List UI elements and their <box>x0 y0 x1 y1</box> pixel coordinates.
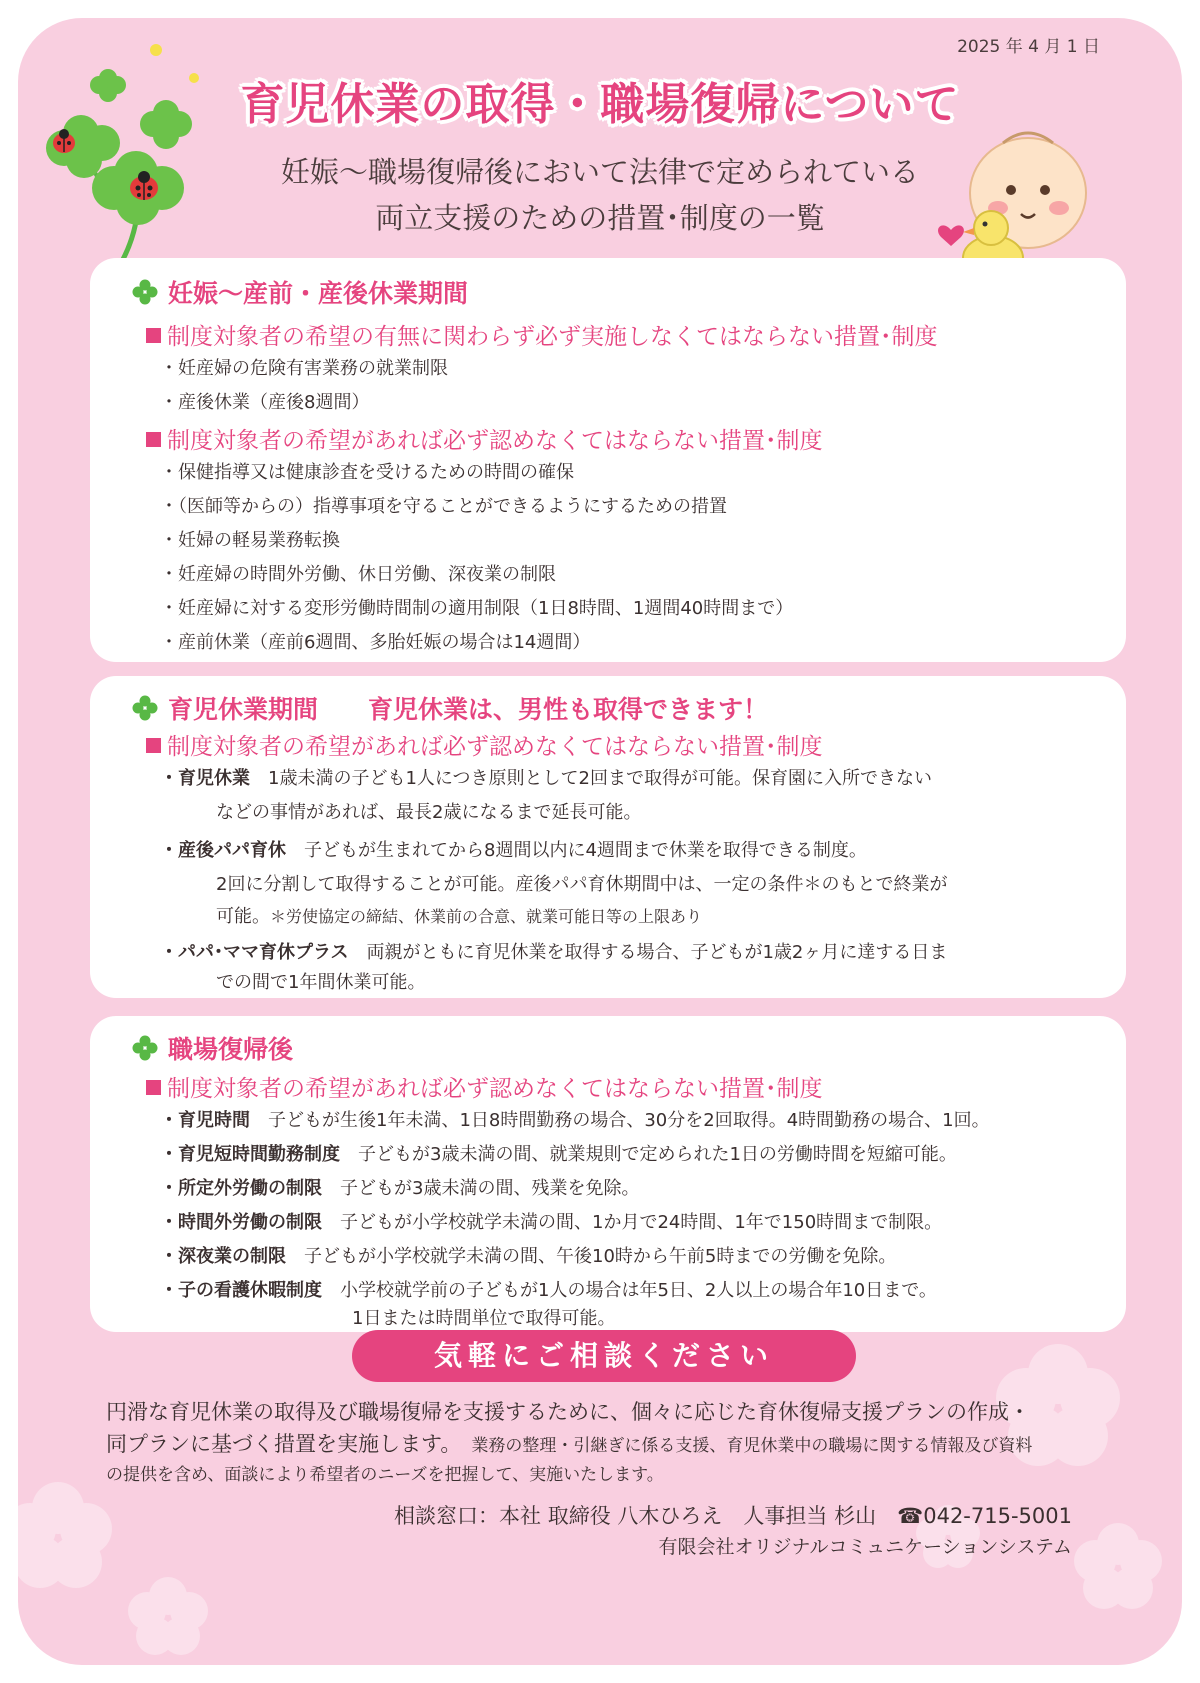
subtitle-line-2: 両立支援のための措置･制度の一覧 <box>375 201 825 235</box>
list-item-continuation: 2回に分割して取得することが可能。産後パパ育休期間中は、一定の条件＊のもとで終業が <box>216 874 948 895</box>
section-childcare-leave <box>90 676 1126 998</box>
support-paragraph-line-3: の提供を含め、面談により希望者のニーズを把握して、実施いたします。 <box>106 1465 664 1485</box>
list-item: ・妊産婦の危険有害業務の就業制限 <box>160 358 448 379</box>
support-paragraph-line-2: 同プランに基づく措置を実施します。 業務の整理・引継ぎに係る支援、育児休業中の職場に関する情報及び資料 <box>106 1432 1033 1456</box>
group-heading-on-request: 制度対象者の希望があれば必ず認めなくてはならない措置･制度 <box>146 728 823 761</box>
list-item-continuation: 1日または時間単位で取得可能。 <box>352 1308 616 1329</box>
clover-icon <box>132 279 158 305</box>
page-title: 育児休業の取得・職場復帰について <box>240 79 960 130</box>
list-item: ・（医師等からの）指導事項を守ることができるようにするための措置 <box>160 496 727 517</box>
group-heading-on-request: 制度対象者の希望があれば必ず認めなくてはならない措置･制度 <box>146 422 823 455</box>
subtitle-line-1: 妊娠～職場復帰後において法律で定められている <box>280 155 919 189</box>
list-item: ・時間外労働の制限 子どもが小学校就学未満の間、1か月で24時間、1年で150時間まで制限。 <box>160 1212 943 1233</box>
list-item: ・パパ･ママ育休プラス 両親がともに育児休業を取得する場合、子どもが1歳2ヶ月に達する日ま <box>160 942 948 963</box>
list-item-continuation: などの事情があれば、最長2歳になるまで延長可能。 <box>216 802 642 823</box>
support-paragraph-line-1: 円滑な育児休業の取得及び職場復帰を支援するために、個々に応じた育休復帰支援プランの作成・ <box>106 1400 1030 1424</box>
section-heading: 妊娠～産前・産後休業期間 <box>132 274 468 310</box>
group-heading-on-request: 制度対象者の希望があれば必ず認めなくてはならない措置･制度 <box>146 1070 823 1103</box>
flyer-page <box>18 18 1182 1665</box>
male-leave-note: 育児休業は、男性も取得できます！ <box>368 695 769 724</box>
list-item: ・妊産婦に対する変形労働時間制の適用制限（1日8時間、1週間40時間まで） <box>160 598 794 619</box>
square-bullet-icon <box>146 738 161 753</box>
list-item: ・妊産婦の時間外労働、休日労働、深夜業の制限 <box>160 564 556 585</box>
square-bullet-icon <box>146 432 161 447</box>
group-heading-mandatory: 制度対象者の希望の有無に関わらず必ず実施しなくてはならない措置･制度 <box>146 318 938 351</box>
list-item: ・保健指導又は健康診査を受けるための時間の確保 <box>160 462 574 483</box>
section-return-to-work <box>90 1016 1126 1332</box>
list-item: ・所定外労働の制限 子どもが3歳未満の間、残業を免除。 <box>160 1178 640 1199</box>
list-item: ・産後パパ育休 子どもが生まれてから8週間以内に4週間まで休業を取得できる制度。 <box>160 840 867 861</box>
section-pregnancy <box>90 258 1126 662</box>
square-bullet-icon <box>146 328 161 343</box>
list-item: ・産前休業（産前6週間、多胎妊娠の場合は14週間） <box>160 632 591 653</box>
consult-banner: 気軽にご相談ください <box>352 1330 856 1382</box>
section-heading: 育児休業期間 育児休業は、男性も取得できます！ <box>132 690 768 726</box>
square-bullet-icon <box>146 1080 161 1095</box>
list-item-continuation: 可能。＊労使協定の締結、休業前の合意、就業可能日等の上限あり <box>216 906 703 927</box>
company-name: 有限会社オリジナルコミュニケーションシステム <box>658 1536 1072 1558</box>
clover-icon <box>132 1035 158 1061</box>
list-item: ・育児時間 子どもが生後1年未満、1日8時間勤務の場合、30分を2回取得。4時間勤務の場合、1回。 <box>160 1110 990 1131</box>
list-item-continuation: での間で1年間休業可能。 <box>216 972 426 993</box>
issue-date: 2025 年 4 月 1 日 <box>957 37 1100 57</box>
section-heading: 職場復帰後 <box>132 1030 293 1066</box>
list-item: ・妊婦の軽易業務転換 <box>160 530 340 551</box>
contact-info: 相談窓口：本社 取締役 八木ひろえ 人事担当 杉山 ☎042-715-5001 <box>394 1504 1072 1528</box>
list-item: ・深夜業の制限 子どもが小学校就学未満の間、午後10時から午前5時までの労働を免除。 <box>160 1246 897 1267</box>
clover-icon <box>132 695 158 721</box>
list-item: ・産後休業（産後8週間） <box>160 392 370 413</box>
list-item: ・育児休業 1歳未満の子ども1人につき原則として2回まで取得が可能。保育園に入所できない <box>160 768 932 789</box>
list-item: ・子の看護休暇制度 小学校就学前の子どもが1人の場合は年5日、2人以上の場合年10日まで。 <box>160 1280 937 1301</box>
list-item: ・育児短時間勤務制度 子どもが3歳未満の間、就業規則で定められた1日の労働時間を短縮可能。 <box>160 1144 957 1165</box>
